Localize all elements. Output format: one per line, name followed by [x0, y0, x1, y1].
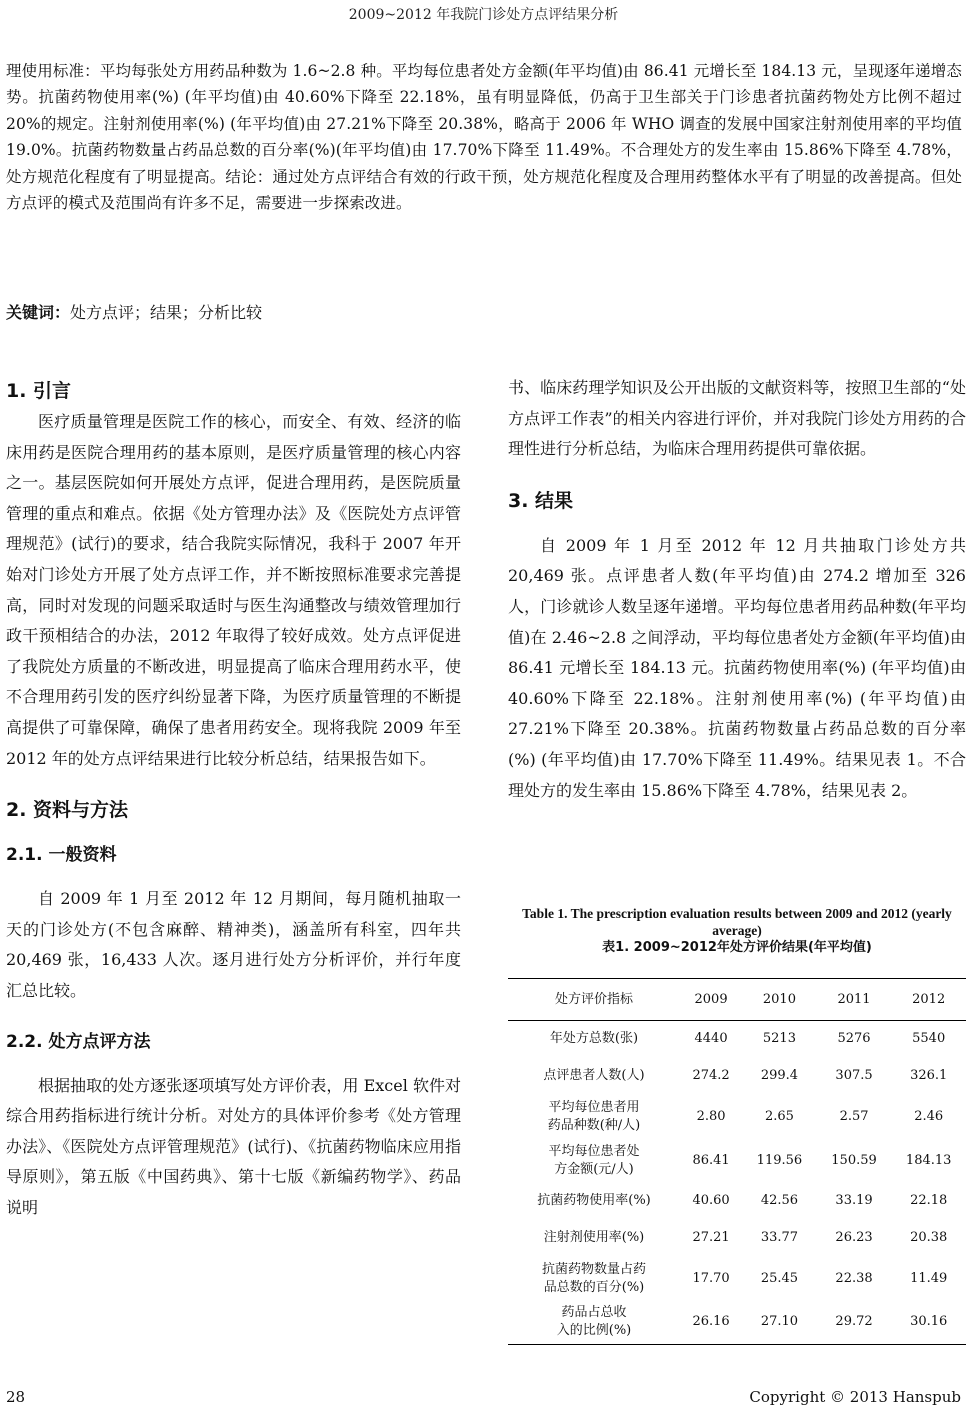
section-2-2-paragraph-continued: 书、临床药理学知识及公开出版的文献资料等，按照卫生部的“处方点评工作表”的相关内容进行评价，并对我院门诊处方用药的合理性进行分析总结，为临床合理用药提供可靠依据。: [508, 378, 966, 459]
table-cell: 26.23: [835, 1230, 873, 1245]
table-cell: 2.65: [764, 1108, 794, 1124]
table-header-2009: 2009: [694, 991, 728, 1007]
table-cell: 29.72: [835, 1314, 873, 1330]
section-2-2-title: 2.2. 处方点评方法: [6, 1031, 151, 1052]
table-header-indicator: 处方评价指标: [554, 991, 633, 1007]
running-header: 2009~2012 年我院门诊处方点评结果分析: [348, 7, 619, 23]
row-label-line-2: 入的比例(%): [556, 1323, 632, 1339]
abstract: [6, 58, 962, 216]
table-cell: 5213: [762, 1031, 796, 1047]
table-header-row: [508, 979, 966, 1021]
section-2-1-paragraph: 自 2009 年 1 月至 2012 年 12 月期间，每月随机抽取一天的门诊处方(不包含麻醉、精神类)，涵盖所有科室，四年共 20,469 张，16,433 人次。逐月进行处方分析评价，并行年度汇总比较。: [6, 889, 461, 1000]
copyright: Copyright © 2013 Hanspub: [749, 1388, 961, 1406]
table-cell: 5276: [837, 1031, 871, 1047]
table-cell: 25.45: [760, 1270, 799, 1286]
table-1-caption-zh: 表1. 2009~2012年处方评价结果(年平均值): [602, 940, 872, 955]
table-cell: 5540: [912, 1031, 946, 1047]
table-cell: 326.1: [910, 1068, 948, 1083]
row-label: [508, 1301, 680, 1345]
table-row: [508, 1021, 966, 1058]
keywords-text: 处方点评；结果；分析比较: [70, 303, 263, 322]
table-1-caption-en: Table 1. The prescription evaluation results between 2009 and 2012 (yearly average): [522, 906, 952, 938]
table-cell: 119.56: [756, 1152, 803, 1168]
table-cell: 20.38: [910, 1230, 948, 1245]
row-label: 抗菌药物使用率(%): [537, 1193, 651, 1208]
table-cell: 86.41: [692, 1152, 730, 1168]
table-cell: 40.60: [692, 1193, 730, 1208]
table-cell: 22.38: [835, 1270, 873, 1286]
section-2-title: 2. 资料与方法: [6, 799, 129, 822]
table-1-caption: [508, 905, 966, 956]
table-cell: 307.5: [835, 1068, 873, 1083]
row-label: [508, 1139, 680, 1183]
keywords-label: 关键词：: [6, 303, 71, 322]
table-cell: 27.10: [760, 1314, 799, 1330]
section-2-1-title: 2.1. 一般资料: [6, 845, 117, 866]
table-row: [508, 1220, 966, 1257]
row-label: 年处方总数(张): [549, 1031, 639, 1047]
table-cell: 299.4: [760, 1068, 799, 1083]
table-row: [508, 1095, 966, 1139]
row-label: 点评患者人数(人): [543, 1068, 645, 1083]
row-label-line-2: 方金额(元/人): [554, 1161, 634, 1177]
table-cell: 150.59: [831, 1152, 877, 1168]
table-cell: 22.18: [910, 1193, 948, 1208]
row-label: [508, 1095, 680, 1139]
row-label: [508, 1257, 680, 1301]
keywords: [6, 300, 946, 323]
table-cell: 4440: [694, 1031, 728, 1047]
row-label-line-2: 品总数的百分(%): [543, 1279, 645, 1295]
abstract-paragraph: 理使用标准：平均每张处方用药品种数为 1.6~2.8 种。平均每位患者处方金额(年平均值)由 86.41 元增长至 184.13 元，呈现逐年递增态势。抗菌药物使用率(%) (年平均值)由 40.60%下降至 22.18%，虽有明显降低，仍高于卫生部关于门诊患者抗菌药物处方比例不超过 20%的规定。注射剂使用率(%) (年平均值)由 27.21%下降至 20.38%，略高于 2006 年 WHO 调查的发展中国家注射剂使用率的平均值 19.0%。抗菌药物数量占药品总数的百分率(%)(年平均值)由 17.70%下降至 11.49%。不合理处方的发生率由 15.86%下降至 4.78%，处方规范化程度有了明显提高。结论：通过处方点评结合有效的行政干预，处方规范化程度及合理用药整体水平有了明显的改善提高。但处方点评的模式及范围尚有许多不足，需要进一步探索改进。: [6, 62, 963, 213]
table-cell: 33.77: [760, 1230, 799, 1245]
table-cell: 42.56: [760, 1193, 799, 1208]
row-label-line-1: 药品占总收: [561, 1305, 627, 1321]
table-cell: 2.57: [839, 1108, 869, 1124]
row-label-line-1: 抗菌药物数量占药: [541, 1261, 646, 1277]
table-cell: 30.16: [910, 1314, 948, 1330]
table-row: [508, 1058, 966, 1095]
results-table: [508, 978, 966, 1345]
section-2-2-paragraph: 根据抽取的处方逐张逐项填写处方评价表，用 Excel 软件对综合用药指标进行统计分析。对处方的具体评价参考《处方管理办法》、《医院处方点评管理规范》(试行)、《抗菌药物临床应用指导原则》，第五版《中国药典》、第十七版《新编药物学》、药品说明: [6, 1075, 461, 1217]
table-row: [508, 1183, 966, 1220]
row-label: 注射剂使用率(%): [543, 1230, 645, 1245]
row-label-line-1: 平均每位患者用: [548, 1099, 640, 1115]
table-header-2012: 2012: [912, 991, 946, 1007]
table-cell: 11.49: [910, 1270, 948, 1286]
table-cell: 33.19: [835, 1193, 873, 1208]
table-cell: 184.13: [905, 1152, 952, 1168]
table-cell: 26.16: [692, 1314, 730, 1330]
table-cell: 17.70: [692, 1270, 730, 1286]
right-column: [508, 373, 966, 806]
table-cell: 2.80: [696, 1108, 726, 1124]
table-cell: 2.46: [914, 1108, 944, 1124]
row-label-line-2: 药品种数(种/人): [547, 1117, 641, 1133]
table-cell: 27.21: [692, 1230, 730, 1245]
table-cell: 274.2: [692, 1068, 730, 1083]
left-column: [6, 375, 461, 1223]
row-label-line-1: 平均每位患者处: [548, 1143, 640, 1159]
table-row: [508, 1257, 966, 1301]
table-row: [508, 1139, 966, 1183]
page-number: 28: [6, 1388, 26, 1406]
section-1-paragraph: 医疗质量管理是医院工作的核心，而安全、有效、经济的临床用药是医院合理用药的基本原则，是医疗质量管理的核心内容之一。基层医院如何开展处方点评，促进合理用药，是医院质量管理的重点和难点。依据《处方管理办法》及《医院处方点评管理规范》(试行)的要求，结合我院实际情况，我科于 2007 年开始对门诊处方开展了处方点评工作，并不断按照标准要求完善提高，同时对发现的问题采取适时与医生沟通整改与绩效管理加行政干预相结合的办法，2012 年取得了较好成效。处方点评促进了我院处方质量的不断改进，明显提高了临床合理用药水平，使不合理用药引发的医疗纠纷显著下降，为医疗质量管理的不断提高提供了可靠保障，确保了患者用药安全。现将我院 2009 年至 2012 年的处方点评结果进行比较分析总结，结果报告如下。: [6, 412, 461, 768]
section-3-paragraph: 自 2009 年 1 月至 2012 年 12 月共抽取门诊处方共 20,469 张。点评患者人数(年平均值)由 274.2 增加至 326 人，门诊就诊人数呈逐年递增。平均每位患者用药品种数(年平均值)在 2.46~2.8 之间浮动，平均每位患者处方金额(年平均值)由 86.41 元增长至 184.13 元。抗菌药物使用率(%) (年平均值)由 40.60%下降至 22.18%。注射剂使用率(%) (年平均值)由 27.21%下降至 20.38%。抗菌药物数量占药品总数的百分率(%) (年平均值)由 17.70%下降至 11.49%。结果见表 1。不合理处方的发生率由 15.86%下降至 4.78%，结果见表 2。: [508, 535, 966, 800]
table-header-2010: 2010: [762, 991, 796, 1007]
section-1-title: 1. 引言: [6, 380, 72, 402]
table-row: [508, 1301, 966, 1345]
section-3-title: 3. 结果: [508, 489, 574, 512]
table-header-2011: 2011: [837, 991, 871, 1007]
